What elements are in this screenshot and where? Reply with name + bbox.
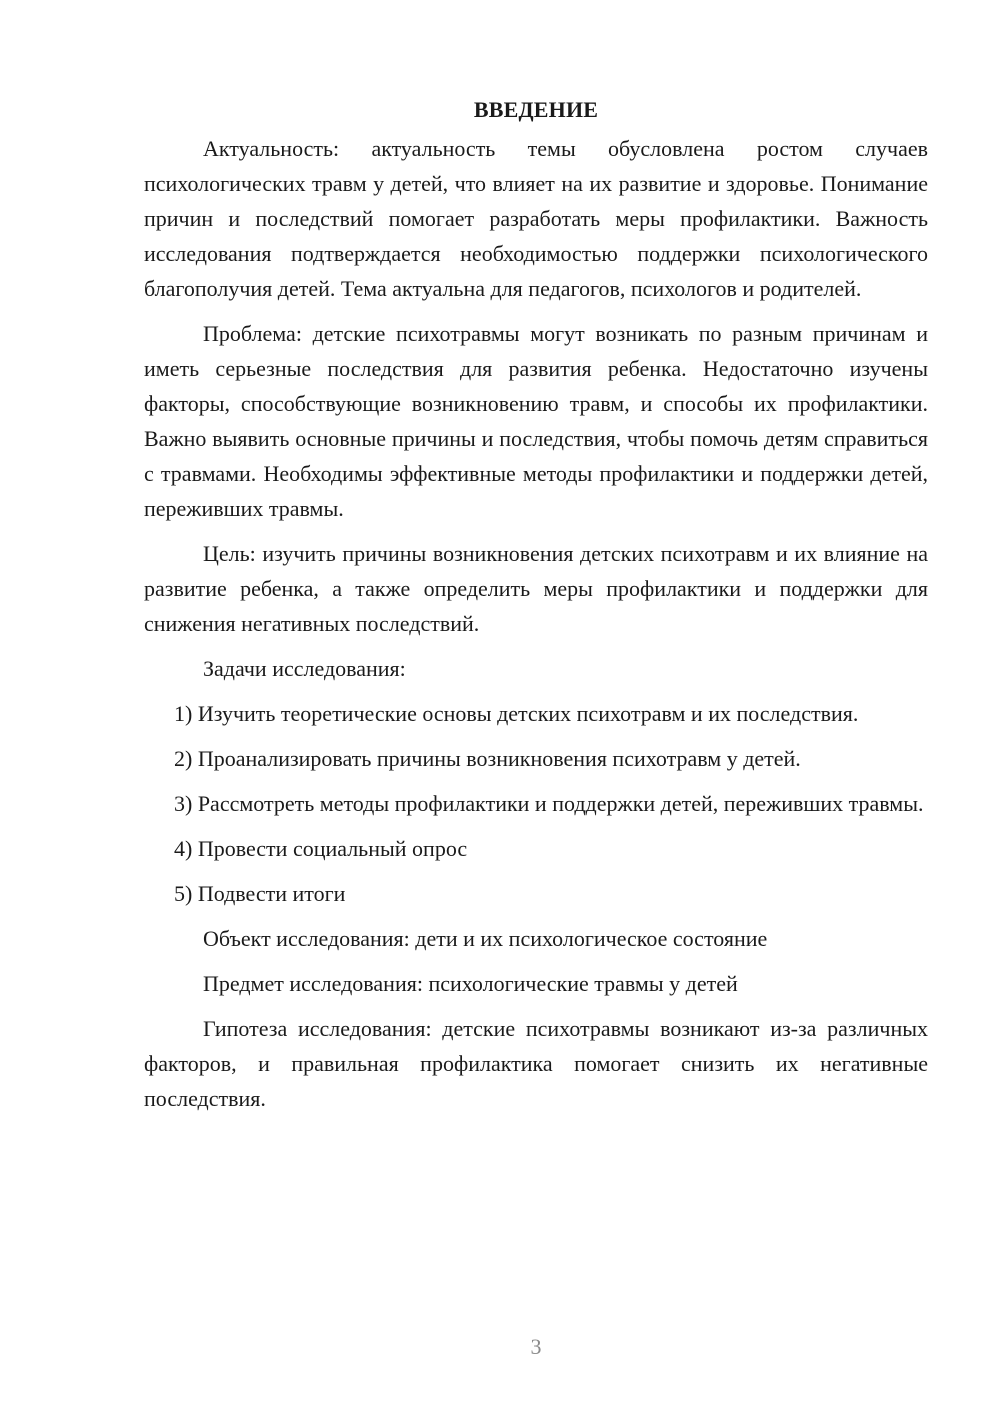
tasks-heading: Задачи исследования: bbox=[203, 656, 406, 681]
problem-paragraph: Проблема: детские психотравмы могут возникать по разным причинам и иметь серьезные последствия для развития ребенка. Недостаточно изучены факторы, способствующие возникновению травм, и способы их профилактики. Важно выявить основные причины и последствия, чтобы помочь детям справиться с травмами. Необходимы эффективные методы профилактики и поддержки детей, переживших травмы. bbox=[144, 321, 928, 521]
task-item: 5) Подвести итоги bbox=[174, 881, 346, 906]
relevance-paragraph: Актуальность: актуальность темы обусловлена ростом случаев психологических травм у детей, что влияет на их развитие и здоровье. Понимание причин и последствий помогает разработать меры профилактики. Важность исследования подтверждается необходимостью поддержки психологического благополучия детей. Тема актуальна для педагогов, психологов и родителей. bbox=[144, 136, 928, 301]
hypothesis-paragraph: Гипотеза исследования: детские психотравмы возникают из-за различных факторов, и правильная профилактика помогает снизить их негативные последствия. bbox=[144, 1016, 928, 1111]
task-item: 2) Проанализировать причины возникновения психотравм у детей. bbox=[174, 746, 801, 771]
task-item: 1) Изучить теоретические основы детских психотравм и их последствия. bbox=[174, 701, 859, 726]
task-item: 3) Рассмотреть методы профилактики и поддержки детей, переживших травмы. bbox=[174, 791, 924, 816]
document-page bbox=[144, 92, 928, 1126]
goal-paragraph: Цель: изучить причины возникновения детских психотравм и их влияние на развитие ребенка, а также определить меры профилактики и поддержки для снижения негативных последствий. bbox=[144, 541, 928, 636]
object-paragraph: Объект исследования: дети и их психологическое состояние bbox=[203, 926, 768, 951]
subject-paragraph: Предмет исследования: психологические травмы у детей bbox=[203, 971, 738, 996]
task-item: 4) Провести социальный опрос bbox=[174, 836, 468, 861]
document-title: ВВЕДЕНИЕ bbox=[473, 97, 599, 122]
page-number: 3 bbox=[530, 1334, 542, 1359]
